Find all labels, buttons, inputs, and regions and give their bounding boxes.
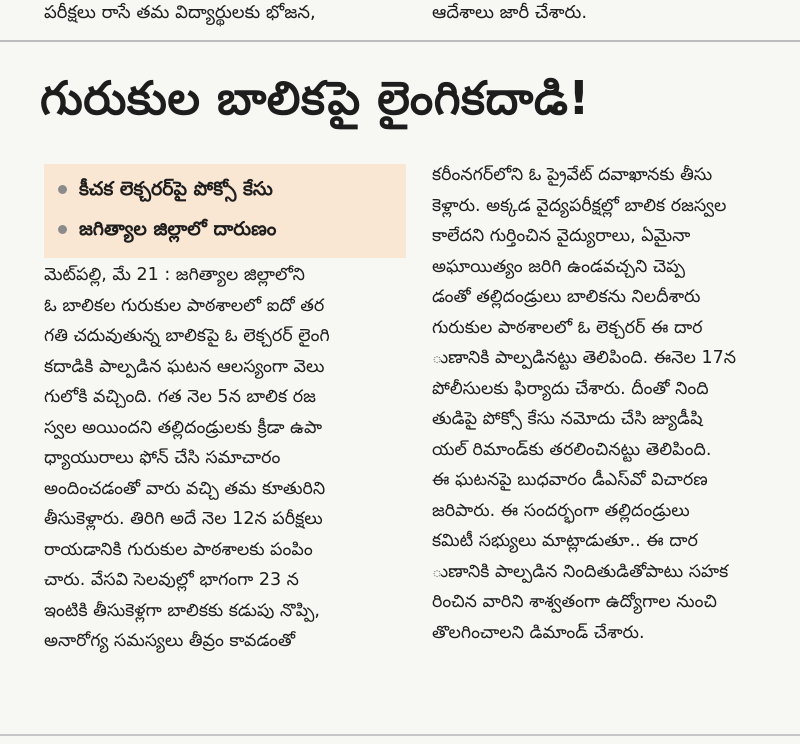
body-line: ఓ బాలికల గురుకుల పాఠశాలలో ఐదో తర [44,295,325,316]
body-line: కెళ్లారు. అక్కడ వైద్యపరీక్షల్లో బాలిక రజస్వల [432,195,727,216]
body-line: తుడిపై పోక్సో కేసు నమోదు చేసి జ్యుడీషి [432,409,703,429]
body-line: అఘాయిత్యం జరిగి ఉండవచ్చని చెప్ప [432,256,685,277]
body-line: గతి చదువుతున్న బాలికపై ఓ లెక్చరర్ లైంగి [44,326,330,346]
subhead-text: కీచక లెక్చరర్‌పై పోక్సో కేసు [79,178,273,200]
body-line: ఇంటికి తీసుకెళ్లగా బాలికకు కడుపు నొప్పి, [44,600,320,621]
body-line: ధ్యాయురాలు ఫోన్ చేసి సమాచారం [44,448,281,468]
subheads-box [44,164,406,258]
bullet-icon [58,225,67,234]
body-line: కదాడికి పాల్పడిన ఘటన ఆలస్యంగా వెలు [44,356,325,377]
subhead-item [58,218,276,245]
body-line: ుణానికి పాల్పడిన నిందితుడితోపాటు సహక [432,561,729,582]
previous-article-right-text: ఆదేశాలు జారీ చేశారు. [432,2,588,23]
previous-article-left-text: పరీక్షలు రాసే తమ విద్యార్థులకు భోజన, [44,2,316,23]
body-line: అనారోగ్య సమస్యలు తీవ్రం కావడంతో [44,631,296,651]
subhead-text: జగిత్యాల జిల్లాలో దారుణం [79,218,277,240]
bullet-icon [58,185,67,194]
body-line: యల్ రిమాండ్‌కు తరలించినట్టు తెలిపింది. [432,439,712,460]
body-line: పోలీసులకు ఫిర్యాదు చేశారు. దీంతో నింది [432,378,709,399]
body-column-right [432,160,800,648]
body-line: రాయడానికి గురుకుల పాఠశాలకు పంపిం [44,539,313,560]
body-line: చారు. వేసవి సెలవుల్లో భాగంగా 23 న [44,570,299,590]
body-line: జరిపారు. ఈ సందర్భంగా తల్లిదండ్రులు [432,500,690,521]
body-line: తొలగించాలని డిమాండ్ చేశారు. [432,622,645,643]
body-line: అందించడంతో వారు వచ్చి తమ కూతురిని [44,478,326,499]
body-line: ుణానికి పాల్పడినట్టు తెలిపింది. ఈనెల 17న [432,348,737,368]
body-line: రించిన వారిని శాశ్వతంగా ఉద్యోగాల నుంచి [432,592,717,612]
body-line: గురుకుల పాఠశాలలో ఓ లెక్చరర్ ఈ దార [432,317,703,338]
body-line: కమిటీ సభ్యులు మాట్లాడుతూ.. ఈ దార [432,531,698,551]
subhead-item [58,178,273,205]
body-line: కరీంనగర్‌లోని ఓ ప్రైవేట్ దవాఖానకు తీసు [432,165,713,185]
headline: గురుకుల బాలికపై లైంగికదాడి! [40,71,590,125]
body-line: తీసుకెళ్లారు. తిరిగి అదే నెల 12న పరీక్షలు [44,509,323,529]
body-line: గులోకి వచ్చింది. గత నెల 5న బాలిక రజ [44,387,316,407]
previous-article-strip [0,0,800,42]
body-line: ఈ ఘటనపై బుధవారం డీఎస్‌వో విచారణ [432,470,708,490]
body-line: మెట్‌పల్లి, మే 21 : జగిత్యాల జిల్లాలోని [44,265,305,285]
body-column-left [44,260,412,657]
body-line: స్వల అయిందని తల్లిదండ్రులకు క్రీడా ఉపా [44,417,323,438]
bottom-divider [0,734,800,736]
body-line: కాలేదని గుర్తించిన వైద్యురాలు, ఏమైనా [432,226,691,246]
body-line: డంతో తల్లిదండ్రులు బాలికను నిలదీశారు [432,287,701,307]
